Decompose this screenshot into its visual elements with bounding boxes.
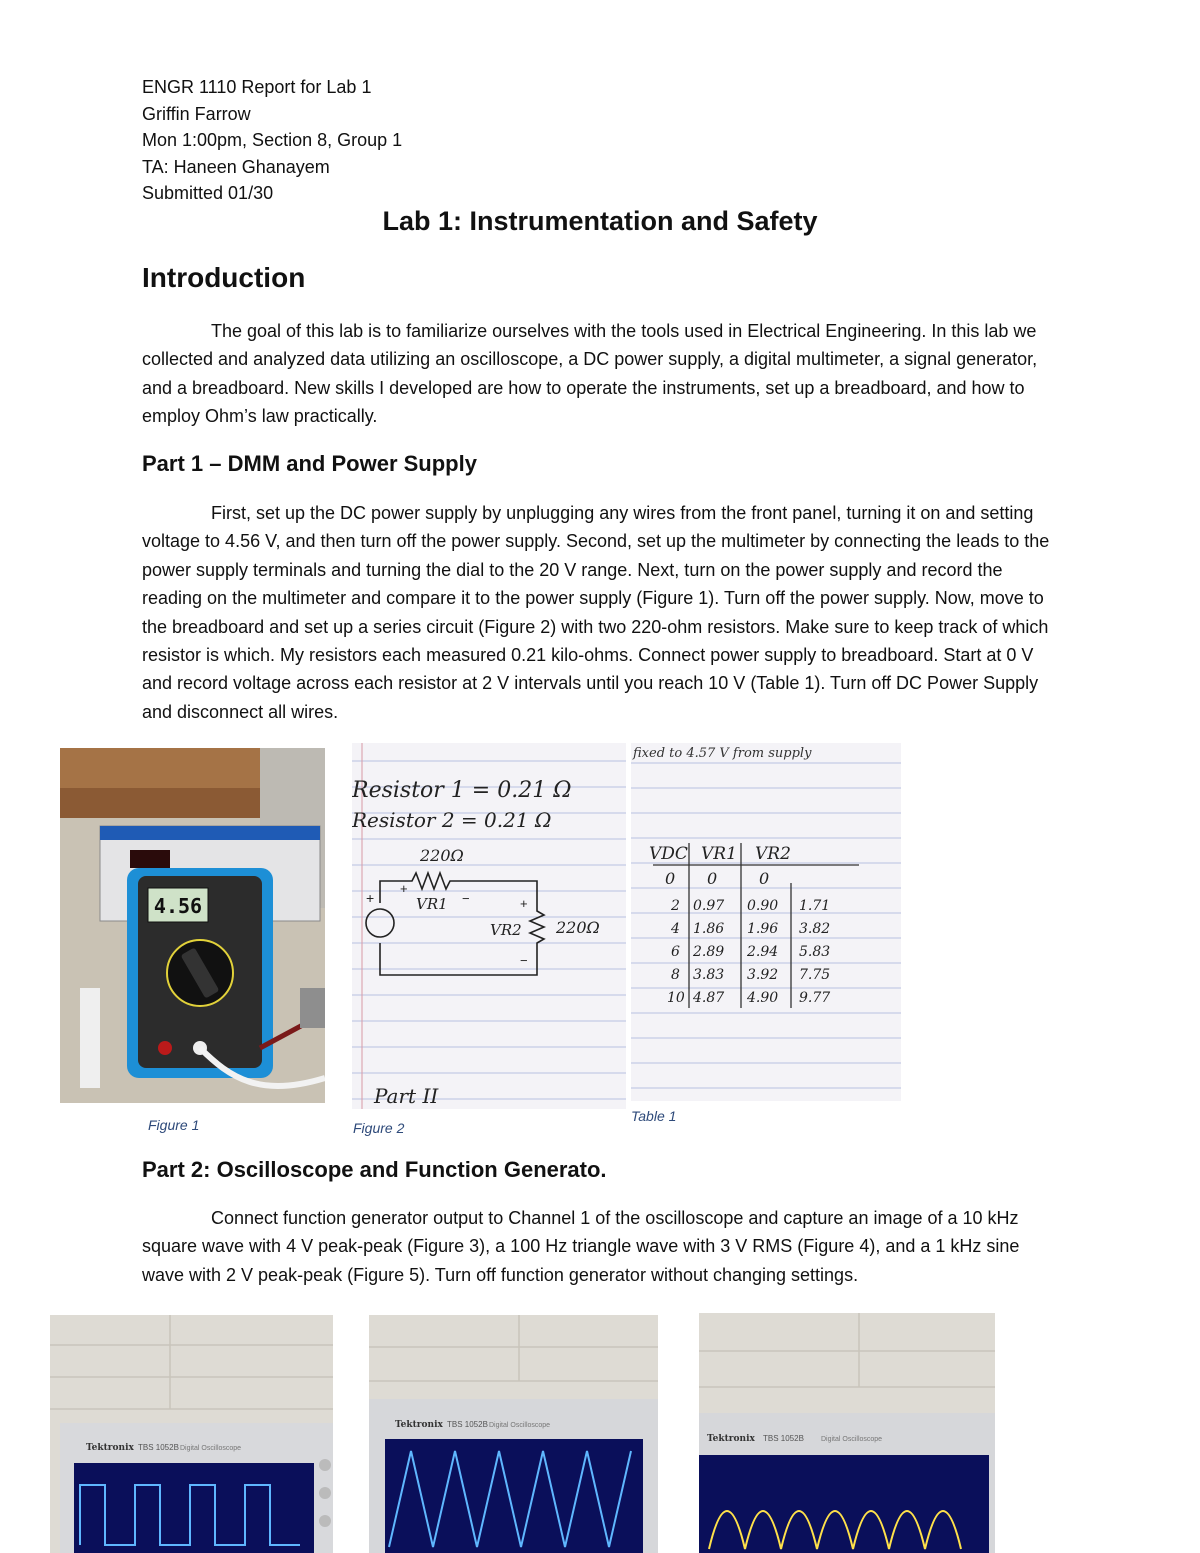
part1-heading: Part 1 – DMM and Power Supply bbox=[142, 451, 477, 476]
scope-subtitle: Digital Oscilloscope bbox=[180, 1445, 242, 1452]
table-cell: 1.96 bbox=[747, 921, 779, 937]
part1-body: First, set up the DC power supply by unplugging any wires from the front panel, turning it on and setting voltage to 4.56 V, and then turn off the power supply. Second, set up the multimeter by connecting the leads to the power supply terminals and turning the dial to the 20 V range. Next, turn on the power supply and record the reading on the multimeter and compare it to the power supply (Figure 1). Turn off the power supply. Now, move to the breadboard and set up a series circuit (Figure 2) with two 220-ohm resistors. Make sure to keep track of which resistor is which. My resistors each measured 0.21 kilo-ohms. Connect power supply to breadboard. Start at 0 V and record voltage across each resistor at 2 V intervals until you reach 10 V (Table 1). Turn off DC Power Supply and disconnect all wires. bbox=[142, 503, 1050, 722]
table-cell: 3.82 bbox=[799, 921, 831, 937]
ta-line: TA: Haneen Ghanayem bbox=[142, 156, 330, 177]
table-cell: 0 bbox=[759, 869, 770, 888]
figure1-photo bbox=[60, 748, 325, 1103]
course-line: ENGR 1110 Report for Lab 1 bbox=[142, 77, 372, 97]
plus-sign-r2: + bbox=[520, 896, 528, 911]
author-name: Griffin Farrow bbox=[142, 103, 251, 124]
table-cell: 0 bbox=[707, 869, 718, 888]
table-top-note: fixed to 4.57 V from supply bbox=[633, 746, 812, 761]
table-cell: 4.90 bbox=[747, 990, 779, 1006]
table-header-cell: VDC bbox=[649, 844, 688, 864]
figure5-scope-photo bbox=[699, 1313, 995, 1553]
scope-brand: Tektronix bbox=[395, 1420, 443, 1430]
table-cell: 0 bbox=[665, 869, 676, 888]
table-cell: 7.75 bbox=[799, 967, 831, 983]
part2-heading: Part 2: Oscilloscope and Function Generato. bbox=[142, 1157, 607, 1182]
report-header bbox=[142, 74, 402, 207]
vr2-label: VR2 bbox=[490, 921, 522, 939]
plus-sign-r1: + bbox=[400, 881, 408, 896]
part2-body: Connect function generator output to Channel 1 of the oscilloscope and capture an image of a 10 kHz square wave with 4 V peak-peak (Figure 3), a 100 Hz triangle wave with 3 V RMS (Figure 4), and a 1 kHz sine wave with 2 V peak-peak (Figure 5). Turn off function generator without changing settings. bbox=[142, 1208, 1020, 1285]
figure2-photo bbox=[352, 743, 626, 1109]
figure3-scope-photo bbox=[50, 1315, 333, 1553]
table-cell: 4.87 bbox=[693, 990, 725, 1006]
table-cell: 9.77 bbox=[799, 990, 831, 1006]
document-title: Lab 1: Instrumentation and Safety bbox=[382, 206, 818, 236]
table-cell: 3.83 bbox=[693, 967, 725, 983]
scope-model: TBS 1052B bbox=[447, 1420, 488, 1429]
vr1-label: VR1 bbox=[416, 895, 448, 913]
table1-photo bbox=[631, 743, 901, 1101]
figure4-scope-photo bbox=[369, 1315, 658, 1553]
scope-subtitle: Digital Oscilloscope bbox=[821, 1436, 883, 1443]
table-cell: 2.89 bbox=[693, 944, 725, 960]
table-cell: 1.71 bbox=[799, 898, 831, 914]
resistor1-note: Resistor 1 = 0.21 Ω bbox=[352, 778, 572, 803]
table-cell: 6 bbox=[671, 944, 680, 960]
session-line: Mon 1:00pm, Section 8, Group 1 bbox=[142, 130, 403, 150]
table-cell: 3.92 bbox=[747, 967, 779, 983]
scope-model: TBS 1052B bbox=[763, 1434, 804, 1443]
scope-model: TBS 1052B bbox=[138, 1443, 179, 1452]
scope-brand: Tektronix bbox=[707, 1434, 755, 1444]
r1-label: 220Ω bbox=[420, 846, 464, 865]
table-cell: 0.97 bbox=[693, 898, 725, 914]
scope-subtitle: Digital Oscilloscope bbox=[489, 1422, 551, 1429]
table1-caption: Table 1 bbox=[631, 1108, 677, 1124]
table-cell: 8 bbox=[671, 967, 680, 983]
submitted-line: Submitted 01/30 bbox=[142, 183, 274, 203]
minus-sign-r1: − bbox=[462, 891, 470, 906]
table-cell: 2.94 bbox=[747, 944, 779, 960]
figure1-caption: Figure 1 bbox=[148, 1117, 200, 1133]
part-two-note: Part II bbox=[374, 1084, 439, 1108]
figure2-caption: Figure 2 bbox=[353, 1120, 405, 1136]
table-header-cell: VR1 bbox=[701, 844, 737, 864]
introduction-body: The goal of this lab is to familiarize ourselves with the tools used in Electrical Engineering. In this lab we collected and analyzed data utilizing an oscilloscope, a DC power supply, a digital multimeter, a signal generator, and a breadboard. New skills I developed are how to operate the instruments, set up a breadboard, and how to employ Ohm’s law practically. bbox=[142, 321, 1038, 427]
plus-sign-left: + bbox=[366, 890, 375, 906]
scope-brand: Tektronix bbox=[86, 1443, 134, 1453]
minus-sign-r2: − bbox=[520, 953, 528, 968]
table-cell: 5.83 bbox=[799, 944, 831, 960]
table-cell: 1.86 bbox=[693, 921, 725, 937]
r2-label: 220Ω bbox=[556, 918, 600, 937]
table-cell: 4 bbox=[671, 921, 680, 937]
dmm-reading: 4.56 bbox=[153, 894, 203, 918]
table-cell: 10 bbox=[667, 990, 685, 1006]
resistor2-note: Resistor 2 = 0.21 Ω bbox=[352, 808, 552, 832]
table-cell: 2 bbox=[671, 898, 680, 914]
table-header-cell: VR2 bbox=[755, 844, 791, 864]
table-cell: 0.90 bbox=[747, 898, 779, 914]
introduction-heading: Introduction bbox=[142, 262, 306, 293]
